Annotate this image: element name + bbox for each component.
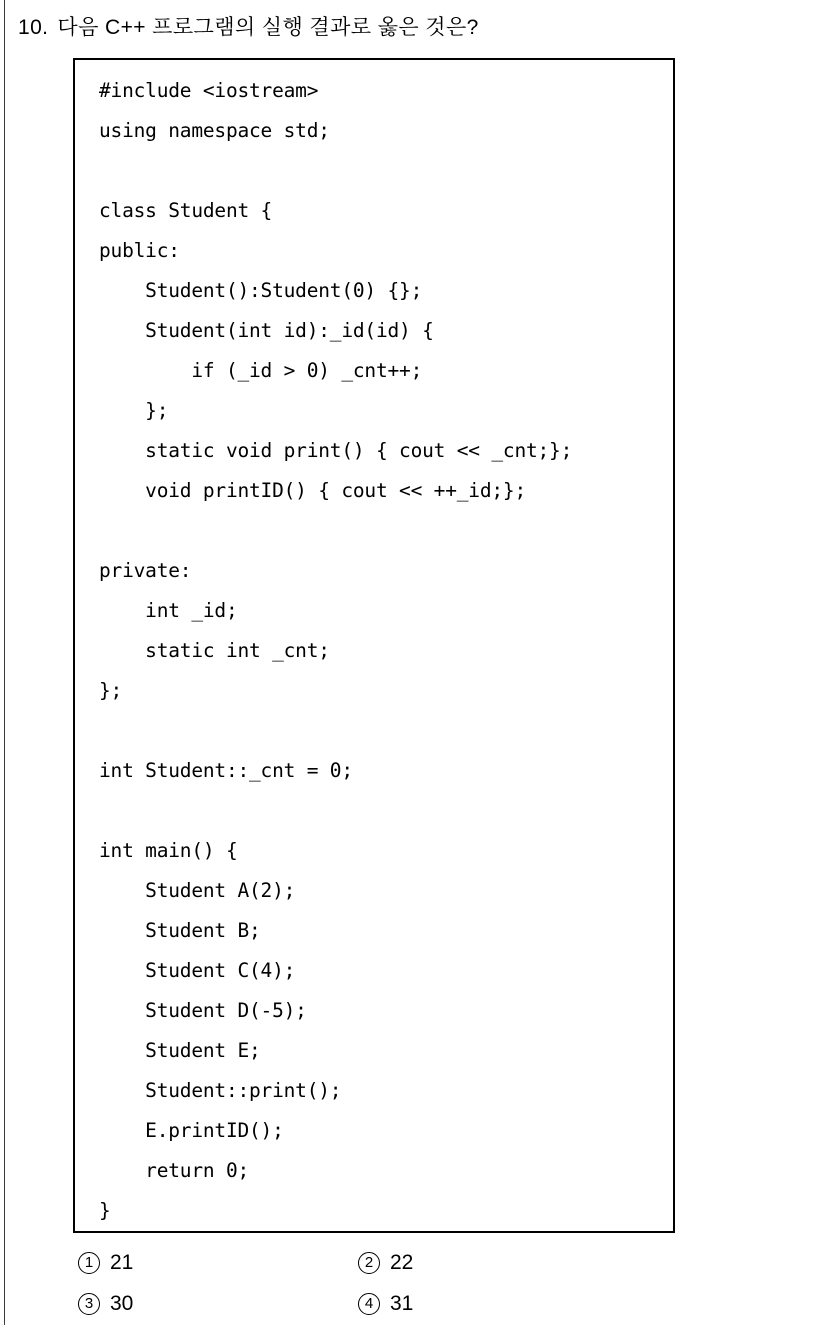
choice-label: 30 xyxy=(110,1292,134,1315)
answer-choice-2[interactable] xyxy=(358,1248,413,1278)
code-line: #include <iostream> xyxy=(99,79,319,102)
code-line: static void print() { cout << _cnt;}; xyxy=(99,439,573,462)
code-line: Student E; xyxy=(99,1039,261,1062)
choice-marker-icon: 1 xyxy=(78,1252,100,1274)
code-line: Student(int id):_id(id) { xyxy=(99,319,434,342)
choice-row xyxy=(78,1289,778,1330)
code-line: void printID() { cout << ++_id;}; xyxy=(99,479,526,502)
code-line: if (_id > 0) _cnt++; xyxy=(99,359,423,382)
code-line: private: xyxy=(99,559,192,582)
choice-marker-icon: 4 xyxy=(358,1293,380,1315)
code-line: return 0; xyxy=(99,1159,250,1182)
choice-label: 22 xyxy=(390,1251,414,1274)
code-line: Student D(-5); xyxy=(99,999,307,1022)
code-line: } xyxy=(99,1199,111,1222)
code-block xyxy=(73,58,675,1233)
answer-choice-1[interactable] xyxy=(78,1248,133,1278)
code-line: E.printID(); xyxy=(99,1119,284,1142)
answer-choice-4[interactable] xyxy=(358,1289,413,1319)
code-line: }; xyxy=(99,679,123,702)
code-line xyxy=(99,791,669,831)
choice-label: 21 xyxy=(110,1251,134,1274)
code-line: int main() { xyxy=(99,839,238,862)
code-line: using namespace std; xyxy=(99,119,330,142)
choice-label: 31 xyxy=(390,1292,414,1315)
code-line xyxy=(99,151,669,191)
page-margin-rule xyxy=(4,0,5,1325)
choice-marker-icon: 2 xyxy=(358,1252,380,1274)
code-line: static int _cnt; xyxy=(99,639,330,662)
answer-choice-3[interactable] xyxy=(78,1289,133,1319)
code-line: Student():Student(0) {}; xyxy=(99,279,423,302)
code-line: int Student::_cnt = 0; xyxy=(99,759,353,782)
code-line: Student C(4); xyxy=(99,959,296,982)
code-line: public: xyxy=(99,239,180,262)
answer-choices xyxy=(78,1248,778,1330)
choice-row xyxy=(78,1248,778,1289)
code-line: Student A(2); xyxy=(99,879,296,902)
code-listing xyxy=(99,71,669,1231)
code-line: class Student { xyxy=(99,199,273,222)
question-text: 다음 C++ 프로그램의 실행 결과로 옳은 것은? xyxy=(57,16,479,39)
code-line: Student::print(); xyxy=(99,1079,342,1102)
code-line: }; xyxy=(99,399,169,422)
question-header xyxy=(18,14,718,42)
code-line: Student B; xyxy=(99,919,261,942)
code-line: int _id; xyxy=(99,599,238,622)
question-number: 10. xyxy=(18,16,49,39)
code-line xyxy=(99,511,669,551)
code-line xyxy=(99,711,669,751)
choice-marker-icon: 3 xyxy=(78,1293,100,1315)
